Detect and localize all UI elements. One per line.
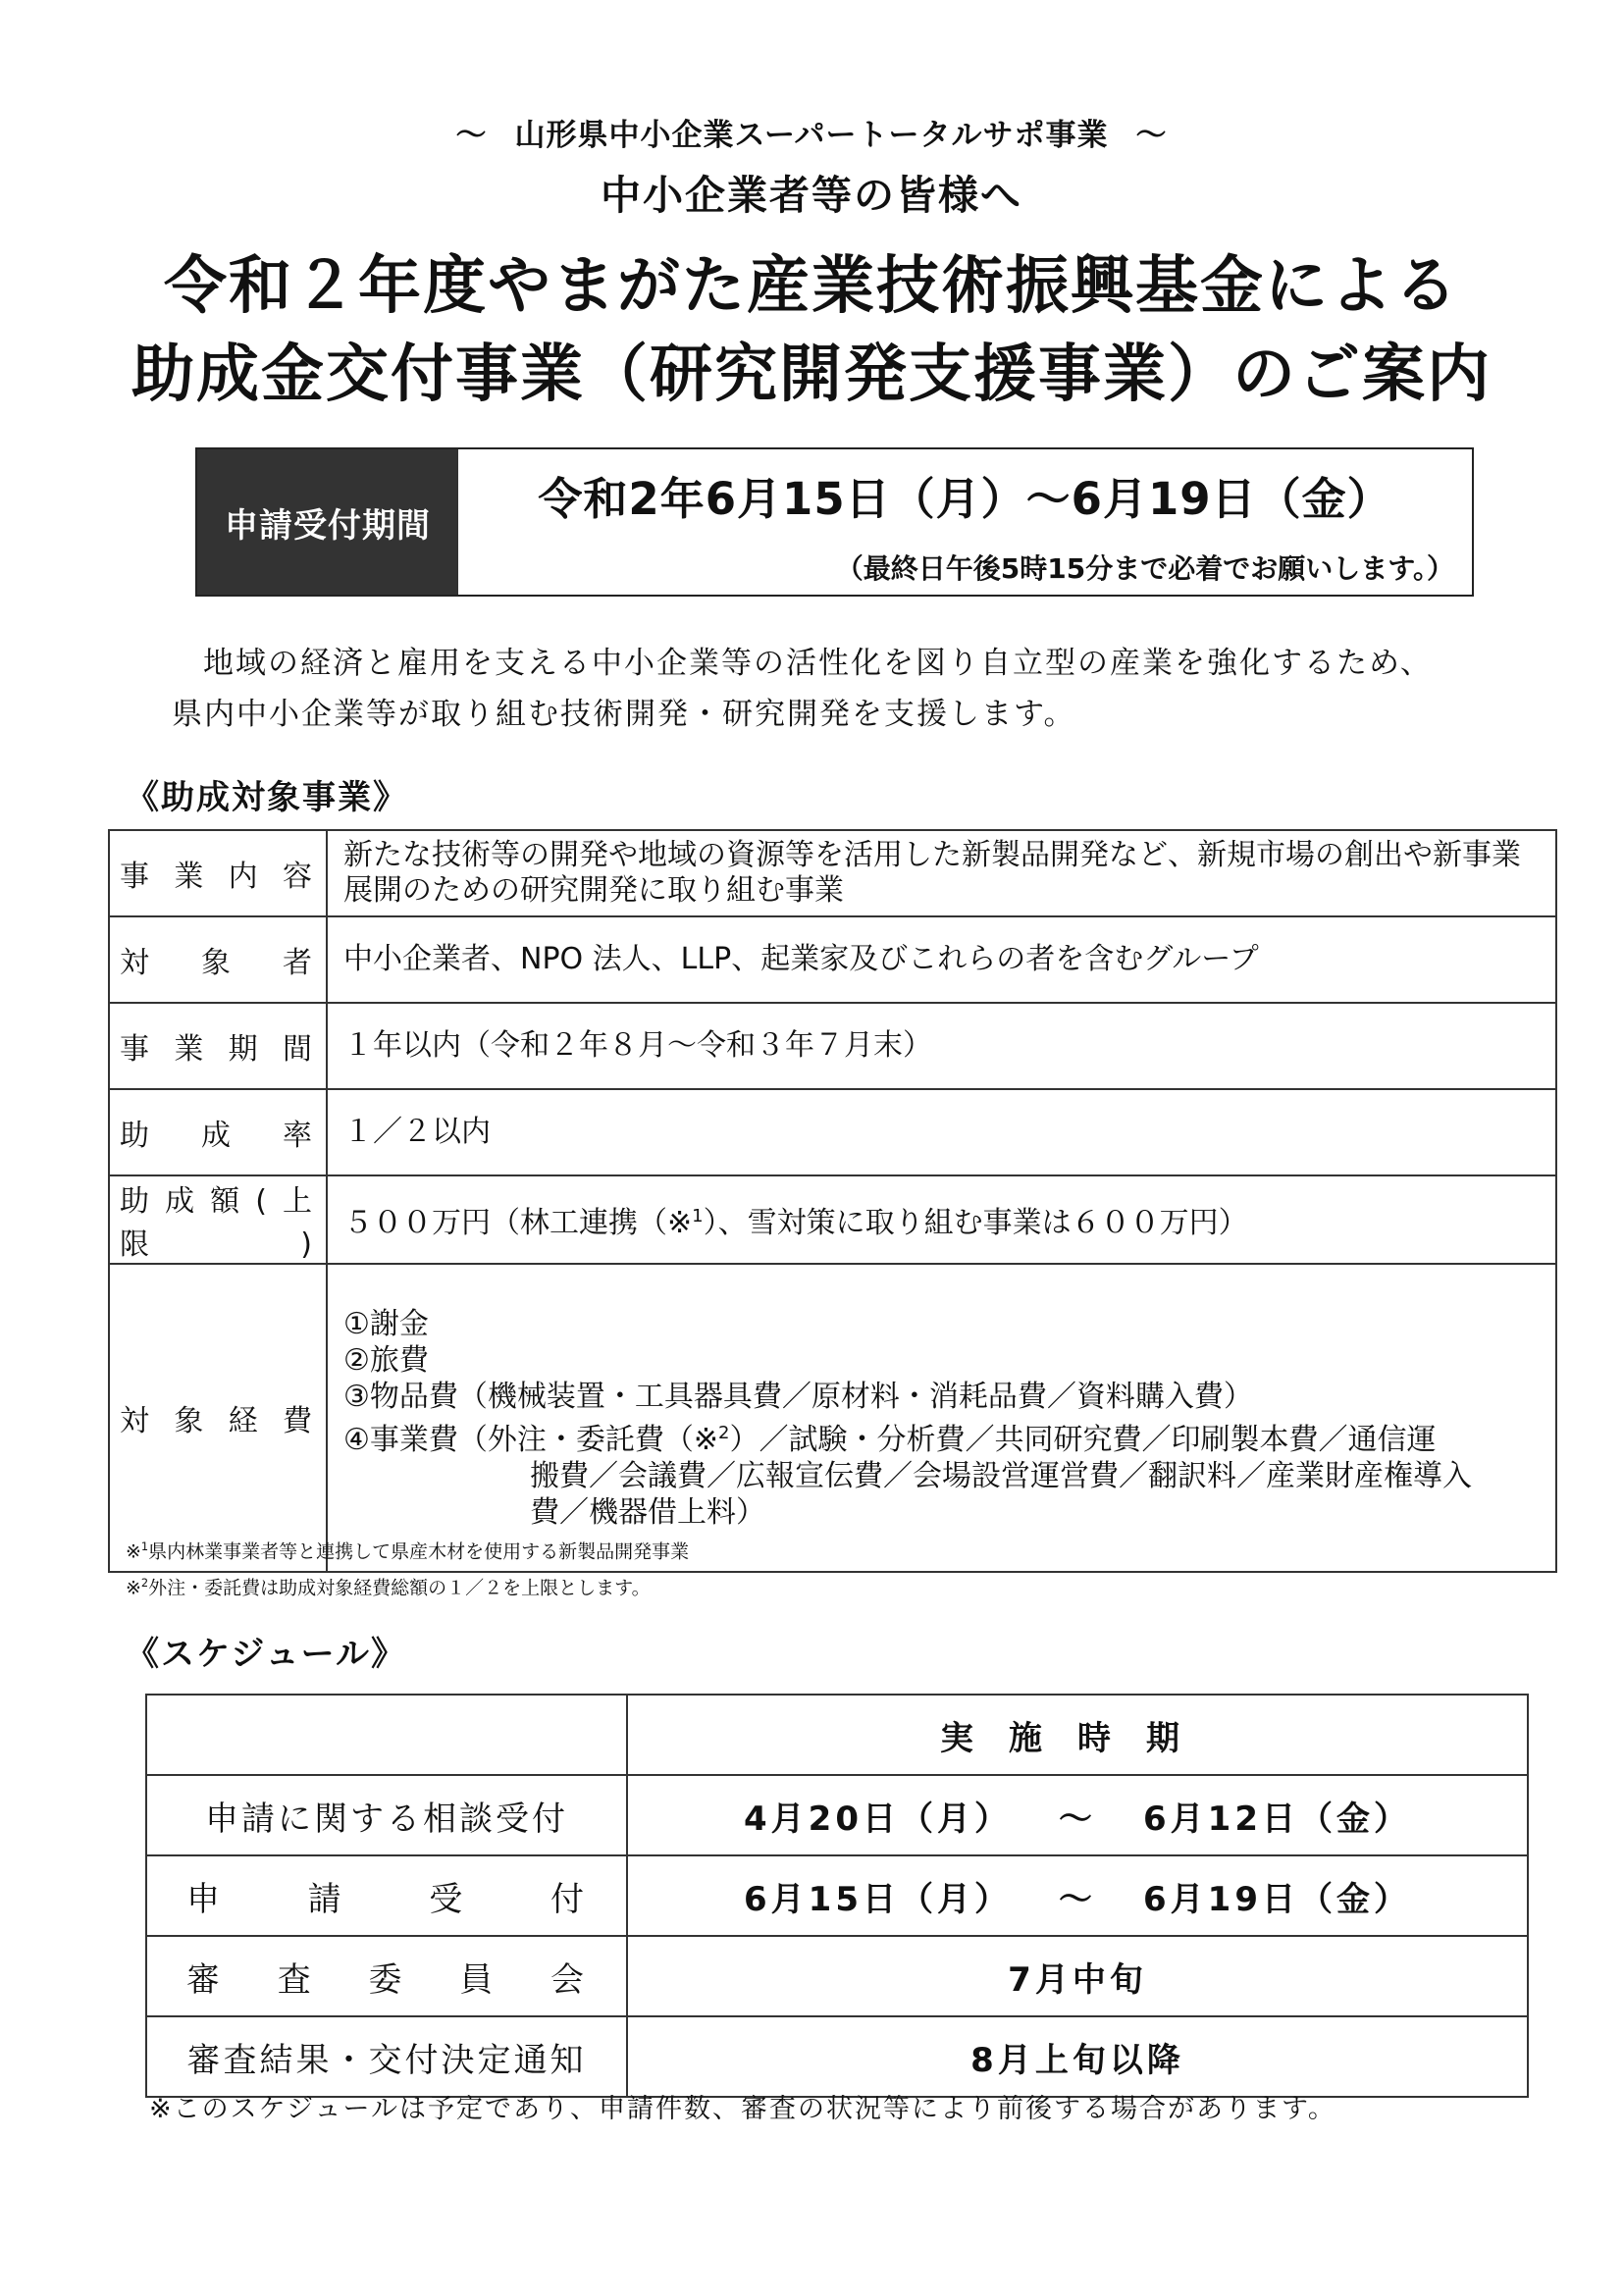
row-value-content: 新たな技術等の開発や地域の資源等を活用した新製品開発など、新規市場の創出や新事業展開のための研究開発に取り組む事業 <box>327 830 1556 916</box>
table-row <box>109 830 1556 916</box>
amount-footnote-mark: 1 <box>692 1205 704 1226</box>
application-period-dates: 令和2年6月15日（月）～6月19日（金） <box>538 473 1392 525</box>
row-label-rate: 助成率 <box>109 1089 327 1175</box>
schedule-header-blank <box>146 1695 627 1775</box>
list-item: 搬費／会議費／広報宣伝費／会場設営運営費／翻訳料／産業財産権導入 <box>530 1458 1472 1493</box>
footnote-1 <box>126 1531 689 1567</box>
footnotes <box>126 1531 689 1604</box>
amount-text-b: ）、雪対策に取り組む事業は６００万円） <box>703 1205 1248 1240</box>
intro-line2: 県内中小企業等が取り組む技術開発・研究開発を支援します。 <box>172 697 1076 732</box>
application-period-box <box>195 447 1474 597</box>
expense-4-text-a: ④事業費（外注・委託費（※ <box>343 1422 719 1457</box>
schedule-item: 審査結果・交付決定通知 <box>146 2016 627 2097</box>
list-item: ①謝金 <box>343 1306 429 1341</box>
grant-table <box>108 829 1557 1573</box>
schedule-item: 申請受付 <box>146 1855 627 1936</box>
intro-line1: 地域の経済と雇用を支える中小企業等の活性化を図り自立型の産業を強化するため、 <box>203 646 1433 681</box>
program-subtitle-text: 山形県中小企業スーパートータルサポ事業 <box>514 118 1109 153</box>
schedule-to: 6月19日（金） <box>1143 1879 1411 1919</box>
expense-4-text-b: ）／試験・分析費／共同研究費／印刷製本費／通信運 <box>729 1422 1437 1457</box>
row-label-amount: 助成額(上限) <box>109 1175 327 1264</box>
schedule-when <box>627 1855 1528 1936</box>
row-value-amount <box>327 1175 1556 1264</box>
footnote-1-mark: ※ <box>126 1540 141 1563</box>
footnote-2-mark: ※ <box>126 1577 141 1599</box>
row-value-rate: １／２以内 <box>327 1089 1556 1175</box>
expense-list <box>343 1306 1540 1531</box>
row-value-target: 中小企業者、NPO 法人、LLP、起業家及びこれらの者を含むグループ <box>327 916 1556 1003</box>
intro-paragraph <box>172 638 1565 740</box>
row-value-period: １年以内（令和２年８月～令和３年７月末） <box>327 1003 1556 1089</box>
footnote-1-number: 1 <box>140 1539 149 1553</box>
addressee-line: 中小企業者等の皆様へ <box>601 172 1022 219</box>
table-row <box>109 1089 1556 1175</box>
schedule-to: 6月12日（金） <box>1143 1799 1411 1839</box>
tilde-right: ～ <box>1135 118 1168 153</box>
schedule-section-heading: 《スケジュール》 <box>126 1635 406 1674</box>
schedule-when: 7月中旬 <box>627 1936 1528 2016</box>
list-item: ③物品費（機械装置・工具器具費／原材料・消耗品費／資料購入費） <box>343 1379 1253 1414</box>
table-row <box>109 916 1556 1003</box>
expense-footnote-mark: 2 <box>718 1422 730 1443</box>
schedule-table <box>145 1694 1529 2098</box>
footnote-2 <box>126 1567 689 1603</box>
application-period-label: 申請受付期間 <box>197 449 458 595</box>
schedule-from: 4月20日（月） <box>744 1799 1012 1839</box>
table-row <box>146 1936 1528 2016</box>
schedule-when <box>627 1775 1528 1855</box>
list-item: 費／機器借上料） <box>530 1494 765 1530</box>
footnote-2-text: 外注・委託費は助成対象経費総額の１／２を上限とします。 <box>148 1577 651 1599</box>
row-label-expenses: 対象経費 <box>109 1264 327 1572</box>
footnote-2-number: 2 <box>140 1576 149 1591</box>
table-row <box>109 1264 1556 1572</box>
footnote-1-text: 県内林業事業者等と連携して県産木材を使用する新製品開発事業 <box>148 1540 690 1563</box>
schedule-note: ※このスケジュールは予定であり、申請件数、審査の状況等により前後する場合があります。 <box>149 2094 1336 2124</box>
list-item: ②旅費 <box>343 1342 429 1378</box>
program-subtitle <box>0 110 1623 154</box>
row-label-target: 対象者 <box>109 916 327 1003</box>
schedule-item: 審査委員会 <box>146 1936 627 2016</box>
schedule-wavy: ～ <box>1059 1799 1096 1839</box>
page-title-line2: 助成金交付事業（研究開発支援事業）のご案内 <box>131 339 1492 411</box>
table-row <box>146 1855 1528 1936</box>
schedule-wavy: ～ <box>1059 1879 1096 1919</box>
tilde-left: ～ <box>455 118 488 153</box>
grant-section-heading: 《助成対象事業》 <box>126 778 408 817</box>
schedule-header-when: 実施時期 <box>627 1695 1528 1775</box>
row-label-period: 事業期間 <box>109 1003 327 1089</box>
schedule-item: 申請に関する相談受付 <box>146 1775 627 1855</box>
table-row <box>146 2016 1528 2097</box>
application-period-note: （最終日午後5時15分まで必着でお願いします。） <box>835 552 1454 585</box>
page-title-line1: 令和２年度やまがた産業技術振興基金による <box>164 250 1459 323</box>
row-value-expenses <box>327 1264 1556 1572</box>
schedule-when: 8月上旬以降 <box>627 2016 1528 2097</box>
schedule-from: 6月15日（月） <box>744 1879 1012 1919</box>
list-item <box>343 1415 1540 1458</box>
table-row <box>109 1175 1556 1264</box>
row-label-content: 事業内容 <box>109 830 327 916</box>
amount-text-a: ５００万円（林工連携（※ <box>343 1205 693 1240</box>
table-row <box>109 1003 1556 1089</box>
table-row <box>146 1695 1528 1775</box>
table-row <box>146 1775 1528 1855</box>
